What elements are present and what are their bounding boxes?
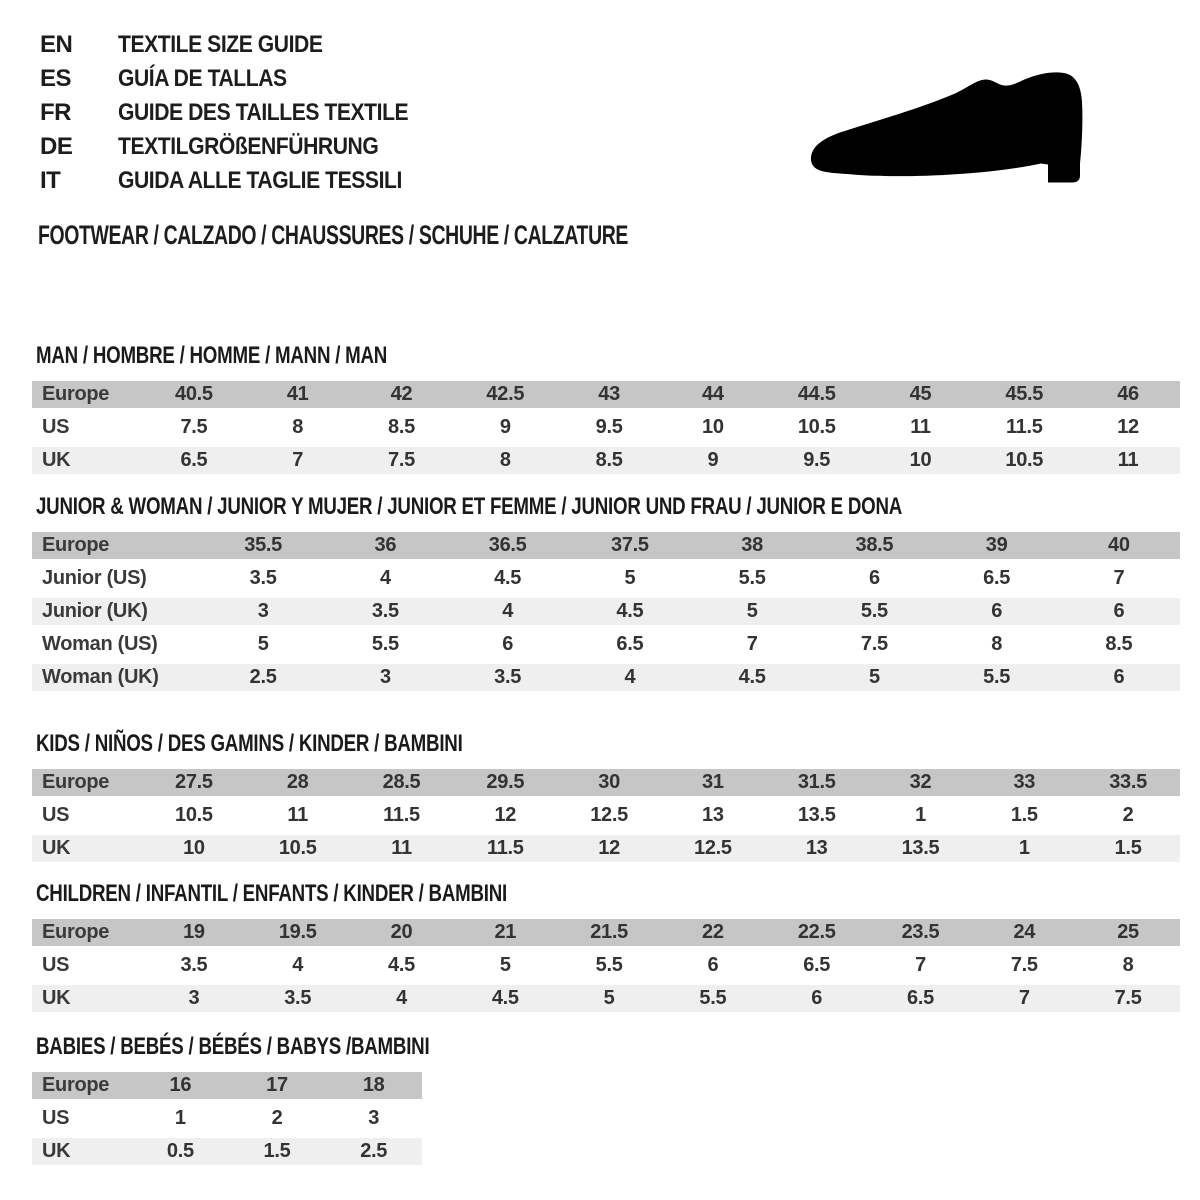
size-value: 1.5 <box>1114 837 1142 859</box>
size-value: 2.5 <box>360 1140 388 1162</box>
size-table-row <box>32 919 1180 946</box>
language-code: FR <box>40 99 71 126</box>
row-label: Junior (UK) <box>42 600 148 622</box>
size-value: 1 <box>1018 837 1030 859</box>
size-value: 44 <box>702 383 724 405</box>
size-table-row <box>32 381 1180 408</box>
size-table <box>32 532 1180 691</box>
size-value: 46 <box>1117 383 1139 405</box>
language-title: GUIDE DES TAILLES TEXTILE <box>118 99 409 126</box>
size-value: 7.5 <box>860 633 888 655</box>
size-value: 5.5 <box>860 600 888 622</box>
size-value: 12 <box>494 804 517 826</box>
size-value: 6.5 <box>616 633 644 655</box>
size-value: 24 <box>1013 921 1036 943</box>
size-value: 4 <box>624 666 636 688</box>
size-value: 31 <box>702 771 724 793</box>
size-value: 5 <box>746 600 758 622</box>
row-label: US <box>42 416 70 438</box>
section-man <box>32 344 1180 480</box>
size-value: 7.5 <box>1010 954 1038 976</box>
section-kids <box>32 732 1180 868</box>
shoe-icon <box>805 62 1140 215</box>
language-row <box>40 28 448 62</box>
size-table-row <box>32 1072 422 1099</box>
size-value: 13.5 <box>797 804 836 826</box>
size-value: 6.5 <box>907 987 934 1009</box>
size-table-row <box>32 952 1180 979</box>
size-value: 9.5 <box>595 416 623 438</box>
size-value: 40.5 <box>175 383 213 405</box>
language-row <box>40 130 448 164</box>
language-row <box>40 164 448 198</box>
size-value: 19.5 <box>278 921 317 943</box>
row-label: Woman (US) <box>42 633 158 655</box>
size-value: 1 <box>915 804 926 826</box>
size-value: 11 <box>910 416 931 438</box>
size-value: 8 <box>991 633 1003 655</box>
size-value: 5 <box>624 567 636 589</box>
size-value: 28 <box>286 771 309 793</box>
size-table-row <box>32 985 1180 1012</box>
size-value: 27.5 <box>175 771 213 793</box>
size-value: 4.5 <box>738 666 766 688</box>
size-value: 11.5 <box>383 804 420 826</box>
size-value: 38.5 <box>855 534 894 556</box>
size-table-row <box>32 598 1180 625</box>
size-value: 8 <box>1122 954 1134 976</box>
language-title: TEXTILGRÖßENFÜHRUNG <box>118 133 379 160</box>
size-value: 3.5 <box>249 567 277 589</box>
size-value: 29.5 <box>486 771 525 793</box>
row-label: UK <box>42 987 71 1009</box>
size-value: 33 <box>1013 771 1036 793</box>
size-value: 6 <box>1113 666 1125 688</box>
size-value: 8 <box>499 449 511 471</box>
size-table-row <box>32 447 1180 474</box>
size-value: 7.5 <box>388 449 415 471</box>
size-table <box>32 381 1180 474</box>
size-value: 6 <box>991 600 1003 622</box>
size-value: 22.5 <box>797 921 836 943</box>
size-value: 1 <box>174 1107 186 1129</box>
size-value: 3.5 <box>494 666 522 688</box>
size-value: 36 <box>374 534 397 556</box>
language-code: ES <box>40 65 72 92</box>
size-value: 21.5 <box>590 921 628 943</box>
language-title: GUIDA ALLE TAGLIE TESSILI <box>118 167 402 194</box>
size-value: 38 <box>741 534 763 556</box>
size-value: 10 <box>702 416 724 438</box>
language-code: DE <box>40 133 73 160</box>
size-value: 13.5 <box>901 837 940 859</box>
size-table-row <box>32 835 1180 862</box>
size-value: 6.5 <box>803 954 831 976</box>
size-value: 10.5 <box>278 837 317 859</box>
size-table-row <box>32 631 1180 658</box>
size-table-row <box>32 769 1180 796</box>
size-value: 43 <box>598 383 620 405</box>
language-code: EN <box>40 31 73 58</box>
size-value: 3 <box>188 987 200 1009</box>
language-title-list <box>40 28 448 198</box>
row-label: Junior (US) <box>42 567 147 589</box>
size-table <box>32 769 1180 862</box>
size-value: 3.5 <box>371 600 399 622</box>
size-value: 19 <box>183 921 205 943</box>
size-value: 4 <box>292 954 304 976</box>
size-value: 9 <box>707 449 719 471</box>
size-value: 6 <box>1113 600 1125 622</box>
size-value: 1.5 <box>263 1140 291 1162</box>
size-value: 5.5 <box>699 987 727 1009</box>
size-value: 7 <box>746 633 758 655</box>
size-table-row <box>32 802 1180 829</box>
size-value: 36.5 <box>488 534 527 556</box>
size-value: 7 <box>1018 987 1030 1009</box>
size-value: 6.5 <box>180 449 208 471</box>
size-value: 4.5 <box>491 987 519 1009</box>
size-value: 16 <box>169 1074 192 1096</box>
size-value: 3.5 <box>284 987 312 1009</box>
row-label: US <box>42 804 70 826</box>
size-value: 8 <box>292 416 304 438</box>
size-table-row <box>32 1138 422 1165</box>
size-value: 7.5 <box>1114 987 1142 1009</box>
size-value: 3 <box>368 1107 380 1129</box>
language-title: GUÍA DE TALLAS <box>118 65 287 92</box>
size-value: 1.5 <box>1010 804 1038 826</box>
size-table <box>32 919 1180 1012</box>
section-title: BABIES / BEBÉS / BÉBÉS / BABYS /BAMBINI <box>36 1033 430 1060</box>
size-value: 11 <box>391 837 412 859</box>
size-value: 22 <box>702 921 724 943</box>
size-value: 6 <box>707 954 719 976</box>
size-value: 12.5 <box>590 804 628 826</box>
size-value: 2 <box>271 1107 283 1129</box>
size-value: 10.5 <box>1005 449 1044 471</box>
size-value: 37.5 <box>611 534 649 556</box>
size-table-row <box>32 1105 422 1132</box>
size-value: 28.5 <box>382 771 421 793</box>
size-value: 11 <box>287 804 308 826</box>
size-value: 12.5 <box>694 837 732 859</box>
size-value: 25 <box>1117 921 1139 943</box>
size-value: 10.5 <box>175 804 213 826</box>
size-value: 40 <box>1108 534 1130 556</box>
row-label: Europe <box>42 534 110 556</box>
size-value: 7.5 <box>180 416 208 438</box>
size-table-row <box>32 532 1180 559</box>
size-value: 13 <box>702 804 724 826</box>
size-value: 5 <box>868 666 880 688</box>
size-value: 18 <box>362 1074 385 1096</box>
size-value: 5 <box>257 633 269 655</box>
size-value: 8.5 <box>1105 633 1133 655</box>
size-table <box>32 1072 422 1165</box>
size-value: 6 <box>502 633 514 655</box>
size-value: 7 <box>1113 567 1125 589</box>
size-value: 6.5 <box>983 567 1011 589</box>
size-value: 8.5 <box>388 416 415 438</box>
size-value: 3 <box>379 666 391 688</box>
size-value: 42 <box>390 383 413 405</box>
size-value: 11.5 <box>1005 416 1043 438</box>
size-value: 13 <box>805 837 828 859</box>
size-table-row <box>32 664 1180 691</box>
size-value: 23.5 <box>901 921 940 943</box>
size-value: 39 <box>985 534 1008 556</box>
section-children <box>32 882 1180 1018</box>
size-value: 33.5 <box>1109 771 1147 793</box>
size-value: 45 <box>909 383 932 405</box>
row-label: US <box>42 1107 70 1129</box>
size-value: 31.5 <box>797 771 836 793</box>
size-value: 5.5 <box>595 954 623 976</box>
size-value: 2.5 <box>249 666 277 688</box>
size-table-row <box>32 414 1180 441</box>
size-value: 6 <box>868 567 880 589</box>
size-value: 10 <box>909 449 932 471</box>
size-value: 5.5 <box>983 666 1011 688</box>
row-label: Europe <box>42 921 110 943</box>
size-value: 17 <box>266 1074 288 1096</box>
size-value: 41 <box>286 383 309 405</box>
size-value: 4 <box>396 987 407 1009</box>
size-value: 4 <box>379 567 391 589</box>
size-value: 35.5 <box>244 534 282 556</box>
language-title: TEXTILE SIZE GUIDE <box>118 31 323 58</box>
size-value: 32 <box>909 771 932 793</box>
size-value: 0.5 <box>166 1140 194 1162</box>
size-value: 10 <box>183 837 205 859</box>
size-value: 3.5 <box>180 954 208 976</box>
size-value: 12 <box>1117 416 1139 438</box>
row-label: Europe <box>42 1074 110 1096</box>
row-label: UK <box>42 837 71 859</box>
row-label: Woman (UK) <box>42 666 159 688</box>
section-title: JUNIOR & WOMAN / JUNIOR Y MUJER / JUNIOR ET FEMME / JUNIOR UND FRAU / JUNIOR E DONA <box>36 493 903 520</box>
size-value: 8.5 <box>595 449 623 471</box>
size-value: 3 <box>257 600 269 622</box>
size-value: 4.5 <box>616 600 644 622</box>
size-value: 2 <box>1122 804 1134 826</box>
size-value: 11.5 <box>486 837 524 859</box>
row-label: UK <box>42 449 71 471</box>
size-value: 4 <box>502 600 514 622</box>
row-label: Europe <box>42 383 110 405</box>
size-value: 4.5 <box>494 567 522 589</box>
size-value: 42.5 <box>486 383 525 405</box>
size-value: 5 <box>499 954 511 976</box>
section-babies <box>32 1035 1180 1171</box>
size-value: 5.5 <box>371 633 399 655</box>
row-label: US <box>42 954 70 976</box>
size-value: 5 <box>603 987 615 1009</box>
language-row <box>40 96 448 130</box>
size-value: 6 <box>811 987 823 1009</box>
row-label: Europe <box>42 771 110 793</box>
size-value: 9 <box>499 416 511 438</box>
size-value: 7 <box>915 954 926 976</box>
size-value: 9.5 <box>803 449 831 471</box>
language-row <box>40 62 448 96</box>
size-value: 30 <box>598 771 620 793</box>
size-table-row <box>32 565 1180 592</box>
section-title: CHILDREN / INFANTIL / ENFANTS / KINDER / BAMBINI <box>36 880 507 907</box>
row-label: UK <box>42 1140 71 1162</box>
size-value: 45.5 <box>1005 383 1044 405</box>
size-value: 11 <box>1117 449 1139 471</box>
section-junior-woman <box>32 495 1180 697</box>
category-title: FOOTWEAR / CALZADO / CHAUSSURES / SCHUHE / CALZATURE <box>38 220 629 250</box>
size-value: 21 <box>494 921 517 943</box>
section-title: KIDS / NIÑOS / DES GAMINS / KINDER / BAMBINI <box>36 730 463 757</box>
section-title: MAN / HOMBRE / HOMME / MANN / MAN <box>36 342 388 369</box>
size-value: 12 <box>598 837 620 859</box>
language-code: IT <box>40 167 61 194</box>
size-value: 10.5 <box>797 416 836 438</box>
size-value: 20 <box>390 921 413 943</box>
size-value: 44.5 <box>797 383 836 405</box>
size-value: 7 <box>292 449 304 471</box>
size-value: 4.5 <box>388 954 415 976</box>
size-value: 5.5 <box>738 567 766 589</box>
